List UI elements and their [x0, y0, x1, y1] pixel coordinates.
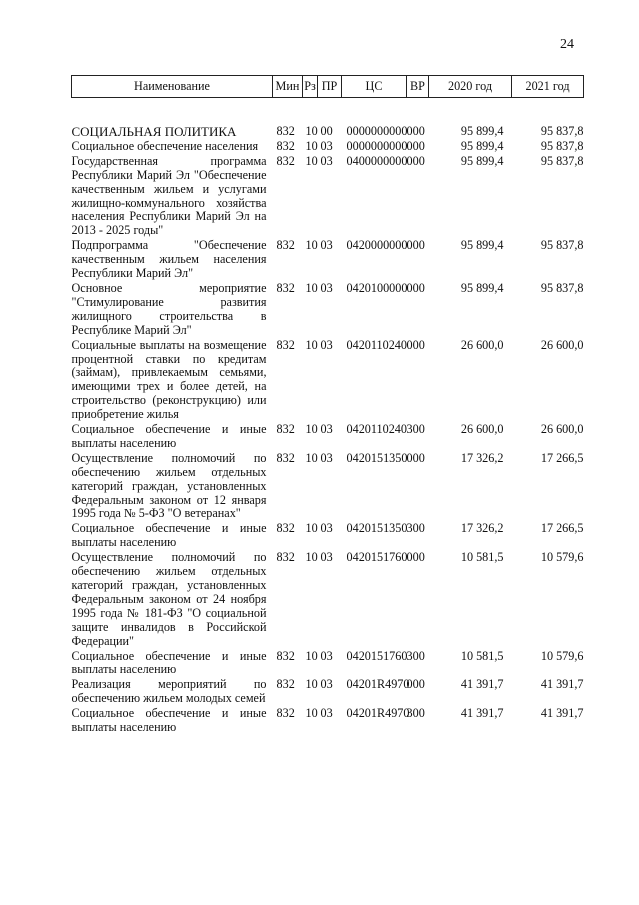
- row-min: 832: [276, 124, 295, 138]
- row-rz: 10: [305, 153, 318, 168]
- row-2021: 17 266,5: [540, 450, 584, 465]
- row-cs: 04201R4970: [346, 677, 410, 692]
- row-2020: 41 391,7: [460, 677, 504, 692]
- row-2020: 10 581,5: [460, 648, 504, 663]
- row-name-text: Социальное обеспечение населения: [71, 138, 259, 153]
- row-cs: 0420151760: [346, 648, 408, 663]
- table-row: [72, 339, 584, 423]
- row-rz: 10: [305, 238, 318, 253]
- row-cs: 0420151350: [346, 521, 408, 536]
- row-cs: 0000000000: [346, 138, 408, 153]
- row-vr: 000: [406, 124, 425, 138]
- row-2020: 95 899,4: [460, 153, 504, 168]
- row-pr: 03: [320, 422, 333, 437]
- table-row: [72, 282, 584, 339]
- row-2021: 95 837,8: [540, 238, 584, 253]
- row-name: [72, 282, 273, 339]
- row-name: [72, 140, 273, 155]
- row-vr: 000: [406, 153, 425, 168]
- row-min: 832: [276, 153, 295, 168]
- table-row: [72, 239, 584, 282]
- budget-table: [71, 75, 584, 736]
- row-rz: 10: [305, 280, 318, 295]
- header-name: Наименование: [72, 76, 273, 98]
- row-min: 832: [276, 648, 295, 663]
- row-min: 832: [276, 706, 295, 721]
- row-name-text: Социальное обеспечение и иные выплаты населению: [71, 422, 267, 450]
- table-row: [72, 707, 584, 736]
- table-row: [72, 155, 584, 239]
- row-2021: 95 837,8: [540, 138, 584, 153]
- row-pr: 03: [320, 550, 333, 565]
- row-rz: 10: [305, 521, 318, 536]
- row-2020: 95 899,4: [460, 238, 504, 253]
- header-vr: ВР: [407, 76, 429, 98]
- row-pr: 03: [320, 238, 333, 253]
- row-2020: 10 581,5: [460, 550, 504, 565]
- row-name-text: Реализация мероприятий по обеспечению жильем молодых семей: [71, 677, 267, 706]
- row-vr: 000: [406, 280, 425, 295]
- row-vr: 000: [406, 238, 425, 253]
- row-name-text: Государственная программа Республики Марий Эл "Обеспечение качественным жильем и услугами жилищно-коммунального хозяйства населения Республики Марий Эл на 2013 - 2025 годы": [71, 153, 267, 238]
- row-min: 832: [276, 677, 295, 692]
- row-rz: 10: [305, 138, 318, 153]
- table-body: [72, 98, 584, 736]
- header-cs: ЦС: [342, 76, 407, 98]
- row-vr: 000: [406, 138, 425, 153]
- row-2020: 26 600,0: [460, 337, 504, 352]
- row-cs: 0000000000: [346, 124, 408, 138]
- row-2021: 95 837,8: [540, 124, 584, 138]
- row-vr: 300: [406, 706, 425, 721]
- row-name: [72, 551, 273, 649]
- header-pr: ПР: [318, 76, 342, 98]
- row-name: [72, 98, 273, 140]
- row-vr: 300: [406, 648, 425, 663]
- row-rz: 10: [305, 450, 318, 465]
- row-name-text: Подпрограмма "Обеспечение качественным жильем населения Республики Марий Эл": [71, 238, 267, 281]
- row-vr: 000: [406, 677, 425, 692]
- row-cs: 04201R4970: [346, 706, 410, 721]
- table-row: [72, 522, 584, 551]
- row-2021: 26 600,0: [540, 422, 584, 437]
- row-name: [72, 423, 273, 452]
- row-cs: 0420151760: [346, 550, 408, 565]
- row-rz: 10: [305, 706, 318, 721]
- row-name-text: Основное мероприятие "Стимулирование развития жилищного строительства в Республике Марий Эл": [71, 280, 267, 337]
- row-pr: 03: [320, 677, 333, 692]
- row-vr: 000: [406, 450, 425, 465]
- row-2020: 17 326,2: [460, 521, 504, 536]
- header-2020: 2020 год: [429, 76, 512, 98]
- row-min: 832: [276, 450, 295, 465]
- row-name: [72, 155, 273, 239]
- row-min: 832: [276, 138, 295, 153]
- row-cs: 0420000000: [346, 238, 408, 253]
- row-min: 832: [276, 238, 295, 253]
- row-name: [72, 452, 273, 523]
- row-cs: 0420100000: [346, 280, 408, 295]
- header-rz: Рз: [303, 76, 318, 98]
- row-2021: 41 391,7: [540, 677, 584, 692]
- row-pr: 03: [320, 521, 333, 536]
- row-2020: 95 899,4: [460, 138, 504, 153]
- row-cs: 0420110240: [346, 422, 407, 437]
- row-name-text: Социальное обеспечение и иные выплаты населению: [71, 648, 267, 677]
- row-min: 832: [276, 521, 295, 536]
- row-rz: 10: [305, 648, 318, 663]
- row-min: 832: [276, 337, 295, 352]
- row-2021: 95 837,8: [540, 153, 584, 168]
- row-name-text: Социальное обеспечение и иные выплаты населению: [71, 521, 267, 550]
- row-name: [72, 650, 273, 679]
- row-vr: 300: [406, 521, 425, 536]
- row-pr: 03: [320, 450, 333, 465]
- row-pr: 03: [320, 138, 333, 153]
- row-pr: 03: [320, 648, 333, 663]
- row-2021: 26 600,0: [540, 337, 584, 352]
- row-rz: 10: [305, 550, 318, 565]
- row-rz: 10: [305, 422, 318, 437]
- row-2021: 10 579,6: [540, 550, 584, 565]
- row-vr: 000: [406, 550, 425, 565]
- row-2020: 17 326,2: [460, 450, 504, 465]
- row-vr: 000: [406, 337, 425, 352]
- table-row: [72, 551, 584, 649]
- table-row: [72, 678, 584, 707]
- row-name: [72, 678, 273, 707]
- table-row: [72, 650, 584, 679]
- row-min: 832: [276, 422, 295, 437]
- table-row: [72, 98, 584, 140]
- row-min: 832: [276, 280, 295, 295]
- row-name-text: Осуществление полномочий по обеспечению жильем отдельных категорий граждан, установленных Федеральным законом от 24 ноября 1995 года № 181-ФЗ "О социальной защите инвалидов в Российской Федерации": [71, 550, 267, 648]
- row-cs: 0420110240: [346, 337, 407, 352]
- header-min: Мин: [273, 76, 303, 98]
- row-name: [72, 239, 273, 282]
- table-header-row: [72, 76, 584, 98]
- row-2020: 41 391,7: [460, 706, 504, 721]
- row-name-text: Социальное обеспечение и иные выплаты населению: [71, 706, 267, 735]
- row-2021: 17 266,5: [540, 521, 584, 536]
- row-2020: 26 600,0: [460, 422, 504, 437]
- row-min: 832: [276, 550, 295, 565]
- row-pr: 00: [320, 124, 333, 138]
- row-cs: 0400000000: [346, 153, 408, 168]
- row-vr: 300: [406, 422, 425, 437]
- header-2021: 2021 год: [512, 76, 584, 98]
- page-number: 24: [560, 37, 574, 52]
- row-name-text: Осуществление полномочий по обеспечению жильем отдельных категорий граждан, установленных Федеральным законом от 12 января 1995 года № 5-ФЗ "О ветеранах": [71, 450, 267, 521]
- row-2021: 95 837,8: [540, 280, 584, 295]
- row-pr: 03: [320, 153, 333, 168]
- table-row: [72, 452, 584, 523]
- table-row: [72, 140, 584, 155]
- row-name: [72, 707, 273, 736]
- row-name-text: Социальные выплаты на возмещение процентной ставки по кредитам (займам), привлекаемым семьями, имеющими трех и более детей, на строительство (реконструкцию) или приобретение жилья: [71, 337, 267, 422]
- row-rz: 10: [305, 124, 318, 138]
- row-2021: 41 391,7: [540, 706, 584, 721]
- row-2020: 95 899,4: [460, 124, 504, 138]
- row-cs: 0420151350: [346, 450, 408, 465]
- row-name-text: СОЦИАЛЬНАЯ ПОЛИТИКА: [71, 124, 237, 139]
- row-pr: 03: [320, 280, 333, 295]
- row-pr: 03: [320, 337, 333, 352]
- row-name: [72, 522, 273, 551]
- row-name: [72, 339, 273, 423]
- row-2020: 95 899,4: [460, 280, 504, 295]
- row-rz: 10: [305, 337, 318, 352]
- row-pr: 03: [320, 706, 333, 721]
- row-2021: 10 579,6: [540, 648, 584, 663]
- row-rz: 10: [305, 677, 318, 692]
- table-row: [72, 423, 584, 452]
